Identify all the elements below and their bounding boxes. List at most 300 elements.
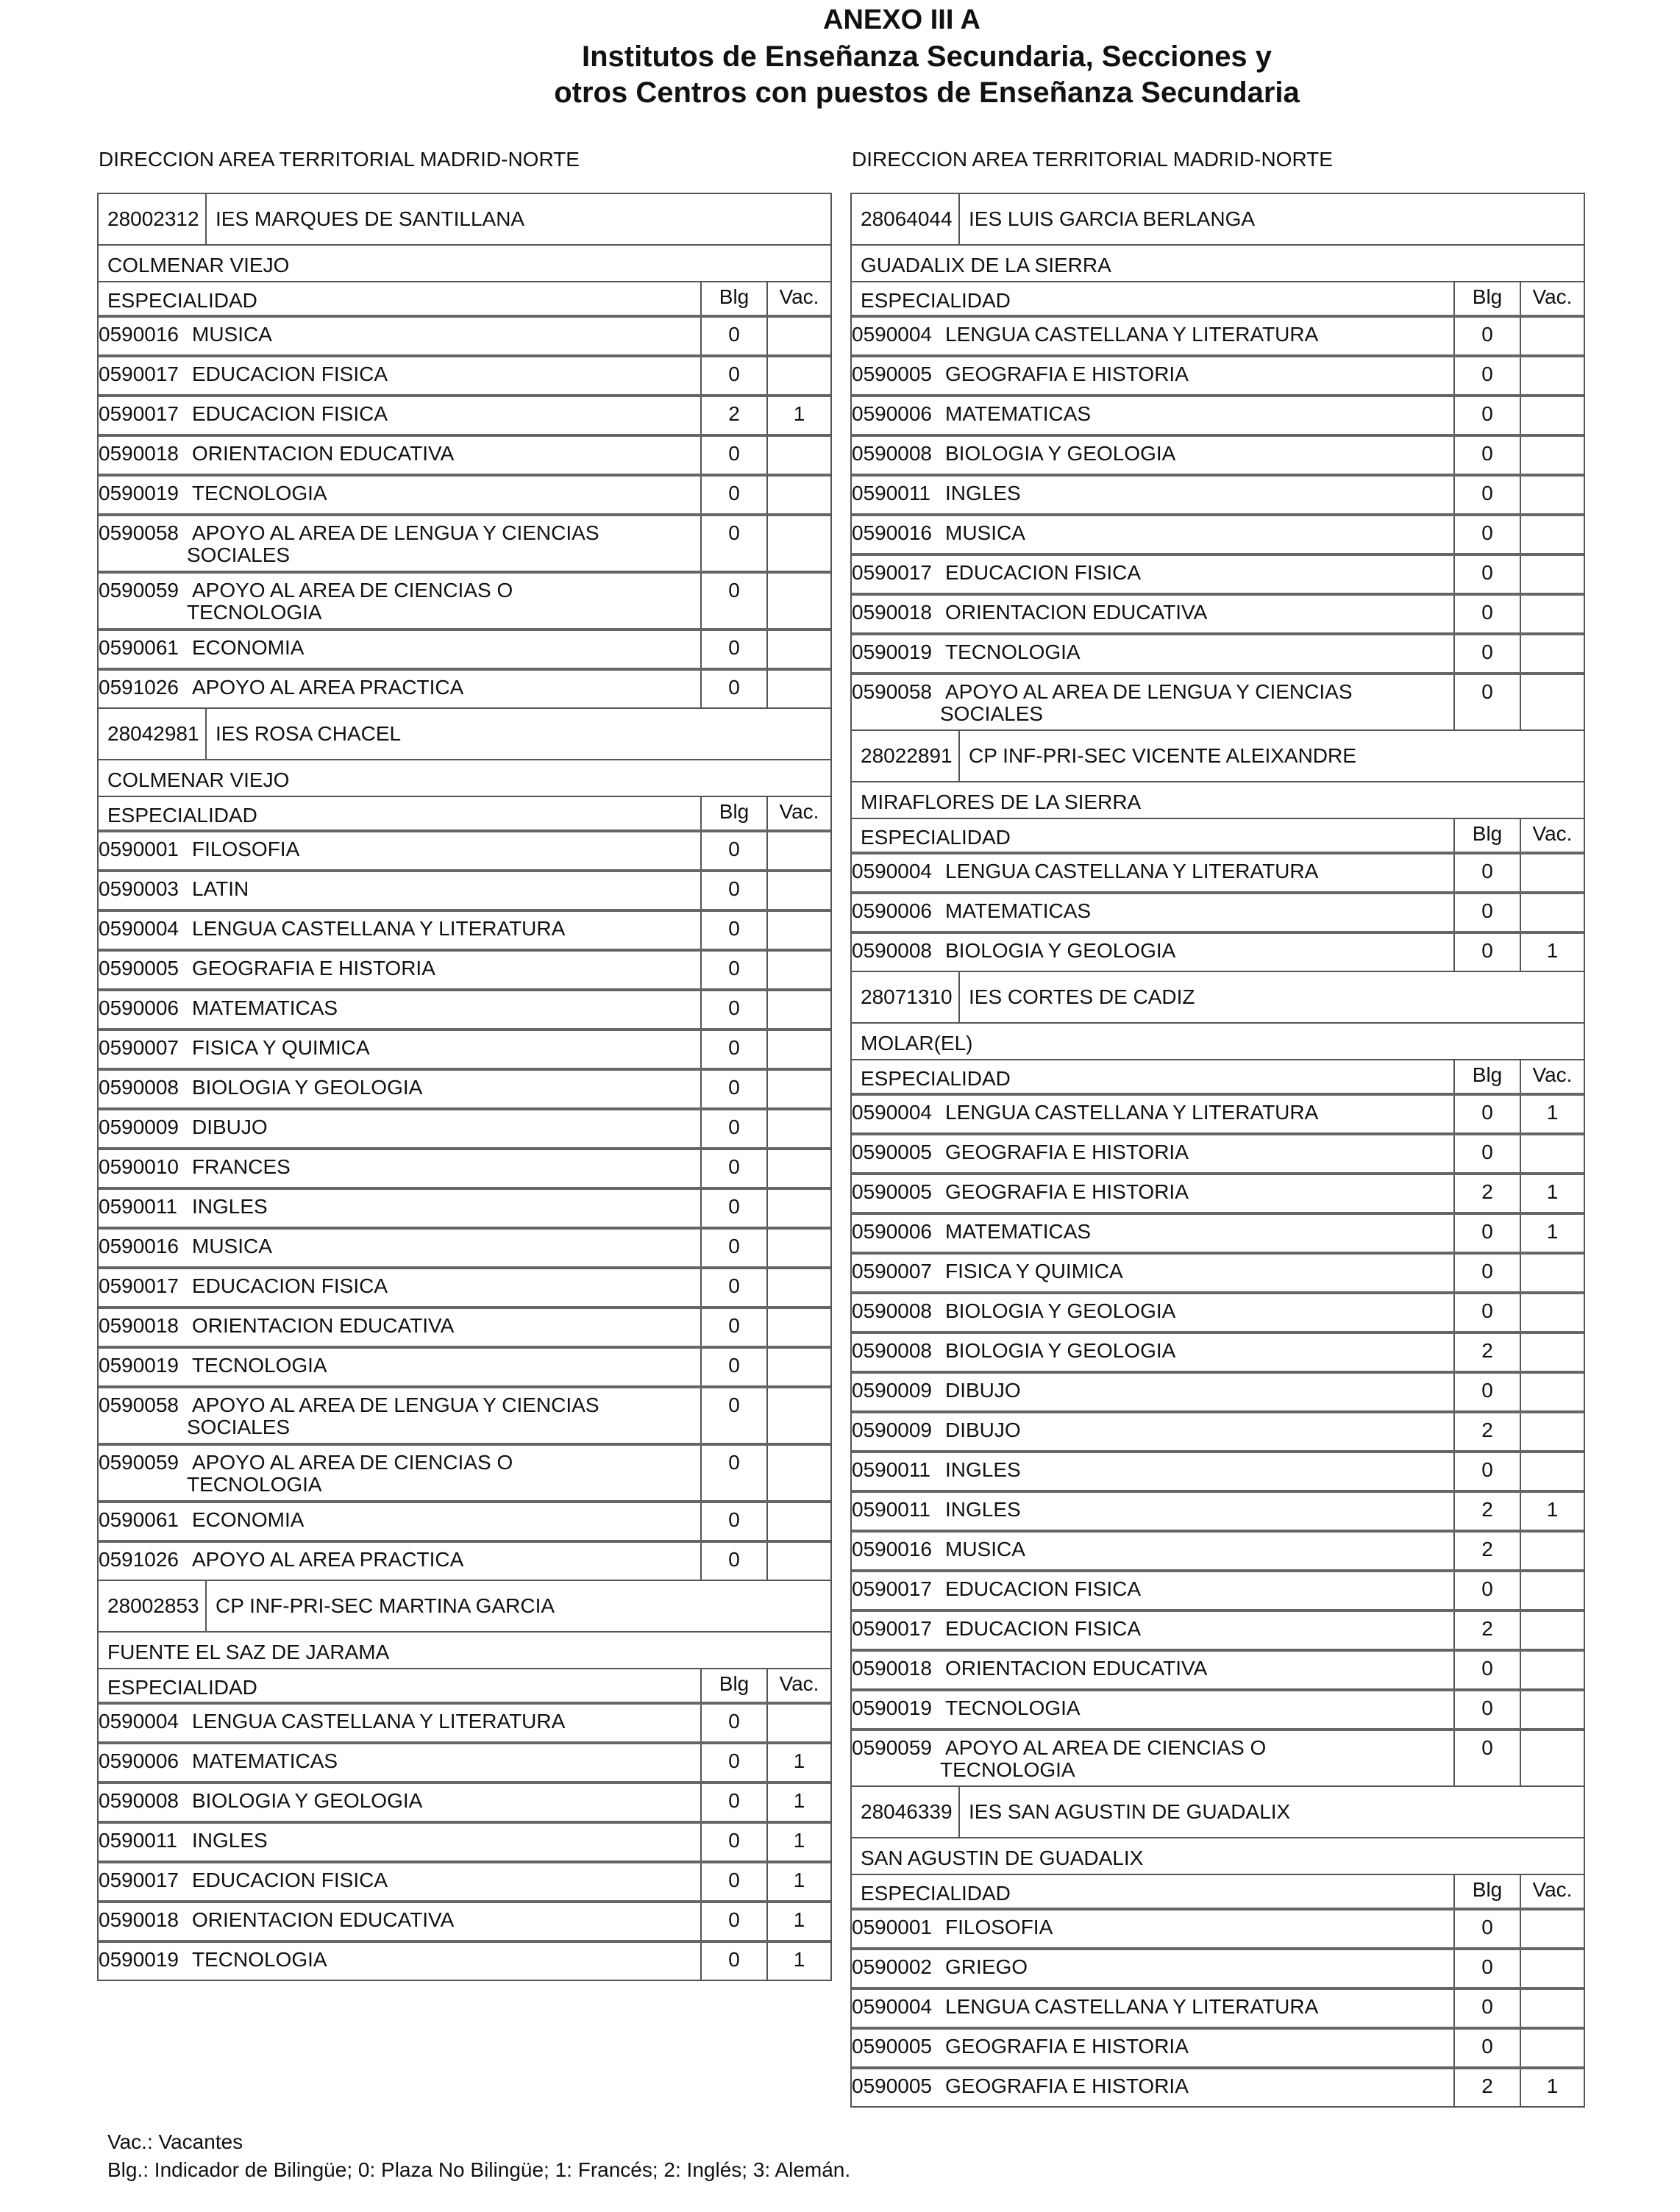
table-row — [99, 671, 830, 707]
table-row — [852, 1255, 1584, 1294]
row-code: 0590018 — [852, 601, 933, 624]
centers-table — [97, 193, 832, 1981]
row-blg: 0 — [700, 357, 766, 394]
row-code: 0590019 — [99, 1354, 179, 1377]
row-desc: TECNOLOGIA — [945, 1697, 1081, 1719]
row-vac — [1520, 1374, 1584, 1410]
row-code: 0591026 — [99, 1548, 179, 1571]
row-especialidad — [852, 1135, 1453, 1172]
row-code: 0590011 — [852, 1458, 930, 1481]
row-especialidad — [852, 2030, 1453, 2066]
row-code: 0590019 — [99, 1948, 179, 1971]
row-especialidad — [99, 912, 700, 949]
row-especialidad — [852, 1533, 1453, 1569]
row-code: 0590006 — [852, 402, 933, 425]
column-headers — [852, 1875, 1584, 1910]
row-especialidad — [99, 1503, 700, 1540]
row-especialidad — [99, 991, 700, 1028]
row-code: 0590019 — [852, 641, 933, 663]
row-desc: APOYO AL AREA PRACTICA — [192, 1548, 464, 1571]
table-row — [99, 1031, 830, 1071]
row-desc: FISICA Y QUIMICA — [945, 1260, 1123, 1282]
row-code: 0590002 — [852, 1955, 933, 1978]
row-blg: 0 — [1453, 1374, 1520, 1410]
row-vac — [766, 1269, 830, 1306]
row-blg: 2 — [1453, 1413, 1520, 1450]
row-desc: GEOGRAFIA E HISTORIA — [945, 1141, 1189, 1163]
table-row — [99, 1388, 830, 1446]
row-code: 0590004 — [852, 1101, 933, 1124]
col-blg: Blg — [700, 1669, 766, 1702]
row-vac — [766, 1071, 830, 1107]
center-block — [852, 971, 1584, 1785]
row-vac — [766, 574, 830, 628]
row-especialidad — [99, 1705, 700, 1741]
table-row — [99, 1309, 830, 1349]
table-row — [852, 1950, 1584, 1990]
row-blg: 0 — [1453, 1294, 1520, 1331]
table-row — [852, 1215, 1584, 1255]
row-desc: EDUCACION FISICA — [192, 1869, 388, 1891]
row-desc: MUSICA — [192, 1235, 272, 1257]
row-code: 0590005 — [99, 957, 179, 980]
row-especialidad — [852, 1453, 1453, 1490]
row-vac: 1 — [766, 1943, 830, 1980]
row-desc: EDUCACION FISICA — [192, 1274, 388, 1297]
row-especialidad — [99, 357, 700, 394]
row-blg: 0 — [700, 437, 766, 474]
row-blg: 0 — [1453, 2030, 1520, 2066]
column-headers — [852, 1060, 1584, 1096]
row-blg: 0 — [1453, 675, 1520, 729]
row-code: 0590001 — [99, 838, 179, 860]
row-code: 0590017 — [99, 1869, 179, 1891]
row-desc: ECONOMIA — [192, 636, 305, 659]
center-block — [99, 1580, 830, 1980]
table-row — [99, 1705, 830, 1744]
row-code: 0590061 — [99, 636, 179, 659]
center-code: 28071310 — [852, 972, 960, 1022]
table-row — [852, 1910, 1584, 1950]
col-especialidad: ESPECIALIDAD — [107, 289, 257, 312]
table-row — [99, 631, 830, 671]
row-vac — [1520, 1533, 1584, 1569]
row-code: 0590006 — [99, 1749, 179, 1772]
center-header — [852, 1787, 1584, 1838]
table-row — [99, 1744, 830, 1784]
row-especialidad — [99, 1784, 700, 1821]
table-row — [99, 477, 830, 516]
row-especialidad — [99, 574, 700, 628]
row-desc: GEOGRAFIA E HISTORIA — [945, 1180, 1189, 1203]
center-name: IES CORTES DE CADIZ — [969, 985, 1195, 1008]
row-desc: BIOLOGIA Y GEOLOGIA — [192, 1076, 423, 1099]
row-code: 0590011 — [99, 1195, 177, 1218]
row-vac — [1520, 894, 1584, 931]
table-row — [852, 318, 1584, 357]
row-code: 0590007 — [99, 1036, 179, 1059]
center-name: IES MARQUES DE SANTILLANA — [216, 207, 525, 230]
row-code: 0590004 — [99, 1710, 179, 1733]
center-code: 28022891 — [852, 731, 960, 781]
row-blg: 0 — [700, 872, 766, 909]
row-vac: 1 — [766, 1744, 830, 1781]
row-vac — [766, 991, 830, 1028]
row-code: 0590009 — [852, 1419, 933, 1441]
row-especialidad — [99, 1543, 700, 1580]
row-desc: INGLES — [945, 482, 1021, 504]
row-vac — [1520, 2030, 1584, 2066]
row-code: 0590018 — [852, 1657, 933, 1680]
row-desc: MATEMATICAS — [945, 899, 1092, 922]
row-desc: GEOGRAFIA E HISTORIA — [945, 2035, 1189, 2058]
row-especialidad — [99, 1150, 700, 1187]
center-locality: MIRAFLORES DE LA SIERRA — [852, 782, 1584, 819]
row-desc: DIBUJO — [945, 1379, 1021, 1402]
row-desc: DIBUJO — [945, 1419, 1021, 1441]
row-vac — [766, 872, 830, 909]
row-desc: ORIENTACION EDUCATIVA — [945, 1657, 1208, 1680]
row-especialidad — [852, 1910, 1453, 1947]
center-locality: FUENTE EL SAZ DE JARAMA — [99, 1633, 830, 1669]
row-blg: 0 — [700, 1705, 766, 1741]
row-desc: MUSICA — [192, 323, 272, 346]
row-especialidad — [852, 855, 1453, 891]
row-code: 0590018 — [99, 442, 179, 465]
row-desc-cont: SOCIALES — [187, 1416, 291, 1438]
col-especialidad: ESPECIALIDAD — [861, 1882, 1011, 1905]
row-especialidad — [99, 631, 700, 668]
row-code: 0590003 — [99, 877, 179, 900]
row-vac — [766, 1503, 830, 1540]
row-vac — [1520, 318, 1584, 354]
col-blg: Blg — [1453, 819, 1520, 852]
row-especialidad — [99, 872, 700, 909]
table-row — [99, 1150, 830, 1190]
row-vac — [1520, 1731, 1584, 1785]
page-title: ANEXO III A — [823, 4, 980, 35]
row-blg: 0 — [1453, 1096, 1520, 1132]
row-code: 0590004 — [852, 1995, 933, 2018]
row-blg: 2 — [1453, 1533, 1520, 1569]
table-row — [852, 357, 1584, 397]
row-blg: 0 — [1453, 1691, 1520, 1728]
row-blg: 0 — [700, 477, 766, 513]
table-row — [852, 1175, 1584, 1215]
row-especialidad — [99, 516, 700, 571]
row-especialidad — [99, 1031, 700, 1068]
table-row — [852, 1533, 1584, 1572]
row-blg: 0 — [1453, 1135, 1520, 1172]
row-blg: 2 — [700, 397, 766, 434]
row-vac — [766, 1150, 830, 1187]
table-row — [99, 397, 830, 437]
row-especialidad — [852, 1215, 1453, 1252]
col-vac: Vac. — [766, 282, 830, 315]
row-especialidad — [852, 1652, 1453, 1688]
row-vac — [1520, 1255, 1584, 1291]
row-blg: 0 — [700, 1031, 766, 1068]
col-blg: Blg — [700, 282, 766, 315]
row-blg: 0 — [1453, 1731, 1520, 1785]
row-blg: 0 — [1453, 1453, 1520, 1490]
row-vac — [766, 1543, 830, 1580]
row-especialidad — [852, 894, 1453, 931]
row-blg: 0 — [1453, 855, 1520, 891]
col-especialidad: ESPECIALIDAD — [107, 1676, 257, 1699]
row-desc: GEOGRAFIA E HISTORIA — [945, 2074, 1189, 2097]
row-blg: 0 — [1453, 318, 1520, 354]
row-desc: BIOLOGIA Y GEOLOGIA — [192, 1789, 423, 1812]
row-code: 0590005 — [852, 1180, 933, 1203]
row-especialidad — [852, 934, 1453, 971]
row-vac — [1520, 556, 1584, 593]
row-desc: FISICA Y QUIMICA — [192, 1036, 370, 1059]
row-desc: TECNOLOGIA — [945, 641, 1081, 663]
row-blg: 0 — [1453, 596, 1520, 632]
row-vac — [1520, 1910, 1584, 1947]
row-desc: APOYO AL AREA PRACTICA — [192, 676, 464, 699]
row-especialidad — [852, 2069, 1453, 2106]
row-blg: 0 — [1453, 1572, 1520, 1609]
row-blg: 0 — [700, 1784, 766, 1821]
row-blg: 0 — [1453, 477, 1520, 513]
table-row — [99, 1110, 830, 1150]
table-row — [99, 1543, 830, 1580]
row-desc: ORIENTACION EDUCATIVA — [945, 601, 1208, 624]
row-vac — [766, 1446, 830, 1500]
row-desc: EDUCACION FISICA — [192, 363, 388, 385]
table-row — [852, 1990, 1584, 2030]
row-vac — [1520, 516, 1584, 553]
row-blg: 0 — [1453, 934, 1520, 971]
row-code: 0590008 — [852, 1339, 933, 1362]
table-row — [99, 357, 830, 397]
table-row — [852, 1374, 1584, 1413]
row-desc: FRANCES — [192, 1155, 291, 1178]
row-vac — [766, 671, 830, 707]
row-blg: 0 — [1453, 437, 1520, 474]
row-code: 0590059 — [852, 1736, 933, 1759]
table-row — [852, 1334, 1584, 1374]
row-code: 0591026 — [99, 676, 179, 699]
row-especialidad — [852, 516, 1453, 553]
center-code: 28002853 — [99, 1581, 207, 1631]
row-desc: FILOSOFIA — [192, 838, 300, 860]
row-vac — [1520, 1950, 1584, 1987]
row-code: 0590017 — [852, 1577, 933, 1600]
col-vac: Vac. — [1520, 1875, 1584, 1908]
row-desc: TECNOLOGIA — [192, 1948, 327, 1971]
column-headers — [852, 819, 1584, 855]
column-headers — [852, 282, 1584, 318]
row-code: 0590008 — [852, 442, 933, 465]
row-desc: MATEMATICAS — [192, 996, 338, 1019]
table-row — [99, 1824, 830, 1863]
row-vac: 1 — [766, 1903, 830, 1940]
row-code: 0590009 — [99, 1116, 179, 1138]
center-block — [852, 193, 1584, 729]
row-vac — [1520, 477, 1584, 513]
row-code: 0590011 — [99, 1829, 177, 1852]
row-blg: 0 — [700, 1543, 766, 1580]
region-heading: DIRECCION AREA TERRITORIAL MADRID-NORTE — [852, 148, 1333, 171]
table-row — [99, 1943, 830, 1980]
table-row — [852, 477, 1584, 516]
row-blg: 0 — [1453, 357, 1520, 394]
row-especialidad — [852, 437, 1453, 474]
row-blg: 2 — [1453, 1493, 1520, 1530]
center-locality: GUADALIX DE LA SIERRA — [852, 246, 1584, 282]
row-blg: 0 — [1453, 1215, 1520, 1252]
table-row — [852, 1413, 1584, 1453]
row-code: 0590016 — [99, 1235, 179, 1257]
row-especialidad — [99, 1744, 700, 1781]
table-row — [852, 1691, 1584, 1731]
row-code: 0590006 — [852, 1220, 933, 1243]
row-vac — [766, 1031, 830, 1068]
row-desc: ECONOMIA — [192, 1508, 305, 1531]
center-header — [852, 972, 1584, 1024]
row-desc: APOYO AL AREA DE LENGUA Y CIENCIAS — [192, 521, 599, 544]
row-code: 0590019 — [852, 1697, 933, 1719]
row-vac: 1 — [1520, 1215, 1584, 1252]
row-vac: 1 — [1520, 2069, 1584, 2106]
legend-bilingue: Blg.: Indicador de Bilingüe; 0: Plaza No Bilingüe; 1: Francés; 2: Inglés; 3: Alemán. — [107, 2158, 851, 2181]
row-blg: 0 — [700, 1744, 766, 1781]
table-row — [852, 516, 1584, 556]
table-row — [99, 437, 830, 477]
center-name: CP INF-PRI-SEC VICENTE ALEIXANDRE — [969, 744, 1356, 767]
center-header — [852, 194, 1584, 246]
row-vac: 1 — [766, 1824, 830, 1860]
row-code: 0590005 — [852, 2035, 933, 2058]
row-desc: GEOGRAFIA E HISTORIA — [945, 363, 1189, 385]
row-code: 0590017 — [99, 402, 179, 425]
row-blg: 0 — [1453, 894, 1520, 931]
row-especialidad — [99, 1943, 700, 1980]
row-vac — [1520, 1652, 1584, 1688]
row-vac — [1520, 1334, 1584, 1371]
right-column — [850, 147, 1585, 2108]
center-locality: COLMENAR VIEJO — [99, 760, 830, 797]
row-desc: APOYO AL AREA DE LENGUA Y CIENCIAS — [945, 680, 1353, 703]
row-code: 0590017 — [99, 1274, 179, 1297]
row-code: 0590011 — [852, 1498, 930, 1521]
row-blg: 0 — [700, 1903, 766, 1940]
center-header — [99, 1581, 830, 1633]
table-row — [99, 832, 830, 872]
table-row — [852, 635, 1584, 675]
row-vac — [1520, 1453, 1584, 1490]
table-row — [852, 437, 1584, 477]
row-especialidad — [852, 1255, 1453, 1291]
row-especialidad — [99, 832, 700, 869]
table-row — [852, 1096, 1584, 1135]
row-code: 0590007 — [852, 1260, 933, 1282]
row-vac — [1520, 1572, 1584, 1609]
table-row — [852, 2069, 1584, 2106]
col-vac: Vac. — [1520, 1060, 1584, 1093]
row-especialidad — [852, 556, 1453, 593]
row-vac — [1520, 596, 1584, 632]
page-subtitle-line1: Institutos de Enseñanza Secundaria, Secciones y — [581, 40, 1273, 73]
center-code: 28042981 — [99, 709, 207, 759]
row-vac — [766, 1190, 830, 1227]
table-row — [852, 1294, 1584, 1334]
row-blg: 0 — [700, 1150, 766, 1187]
row-blg: 0 — [700, 1863, 766, 1900]
row-blg: 2 — [1453, 1175, 1520, 1212]
row-blg: 0 — [700, 991, 766, 1028]
row-vac — [766, 952, 830, 988]
row-blg: 0 — [700, 1309, 766, 1346]
table-row — [99, 912, 830, 952]
left-column — [97, 147, 832, 1981]
row-desc: TECNOLOGIA — [192, 482, 327, 504]
row-especialidad — [852, 1731, 1453, 1785]
row-desc: LATIN — [192, 877, 249, 900]
row-desc: DIBUJO — [192, 1116, 268, 1138]
row-vac — [1520, 1294, 1584, 1331]
row-vac — [1520, 1135, 1584, 1172]
table-row — [852, 1731, 1584, 1785]
row-desc: GEOGRAFIA E HISTORIA — [192, 957, 435, 980]
row-desc: MATEMATICAS — [192, 1749, 338, 1772]
table-row — [852, 556, 1584, 596]
row-especialidad — [99, 671, 700, 707]
row-desc: APOYO AL AREA DE LENGUA Y CIENCIAS — [192, 1394, 599, 1416]
col-especialidad: ESPECIALIDAD — [107, 804, 257, 827]
col-blg: Blg — [700, 797, 766, 830]
table-row — [852, 675, 1584, 729]
col-blg: Blg — [1453, 282, 1520, 315]
table-row — [852, 934, 1584, 971]
row-code: 0590061 — [99, 1508, 179, 1531]
row-desc: MUSICA — [945, 1538, 1025, 1560]
table-row — [99, 1503, 830, 1543]
row-code: 0590019 — [99, 482, 179, 504]
row-especialidad — [852, 1413, 1453, 1450]
row-vac — [1520, 437, 1584, 474]
col-vac: Vac. — [766, 797, 830, 830]
column-headers — [99, 797, 830, 832]
row-blg: 0 — [1453, 1255, 1520, 1291]
row-vac: 1 — [766, 1784, 830, 1821]
row-especialidad — [852, 596, 1453, 632]
row-vac: 1 — [1520, 934, 1584, 971]
table-row — [852, 1135, 1584, 1175]
table-row — [99, 318, 830, 357]
table-row — [99, 516, 830, 574]
table-row — [852, 1572, 1584, 1612]
table-row — [99, 1863, 830, 1903]
row-desc: LENGUA CASTELLANA Y LITERATURA — [192, 1710, 566, 1733]
row-desc: INGLES — [192, 1195, 268, 1218]
row-desc: BIOLOGIA Y GEOLOGIA — [945, 1339, 1176, 1362]
row-vac — [1520, 1612, 1584, 1649]
col-especialidad: ESPECIALIDAD — [861, 826, 1011, 849]
row-desc: LENGUA CASTELLANA Y LITERATURA — [945, 323, 1319, 346]
row-code: 0590059 — [99, 1451, 179, 1474]
row-blg: 0 — [700, 631, 766, 668]
table-row — [852, 1612, 1584, 1652]
row-blg: 0 — [700, 516, 766, 571]
table-row — [99, 1446, 830, 1503]
row-code: 0590016 — [852, 1538, 933, 1560]
row-code: 0590008 — [99, 1789, 179, 1812]
row-especialidad — [99, 1349, 700, 1385]
